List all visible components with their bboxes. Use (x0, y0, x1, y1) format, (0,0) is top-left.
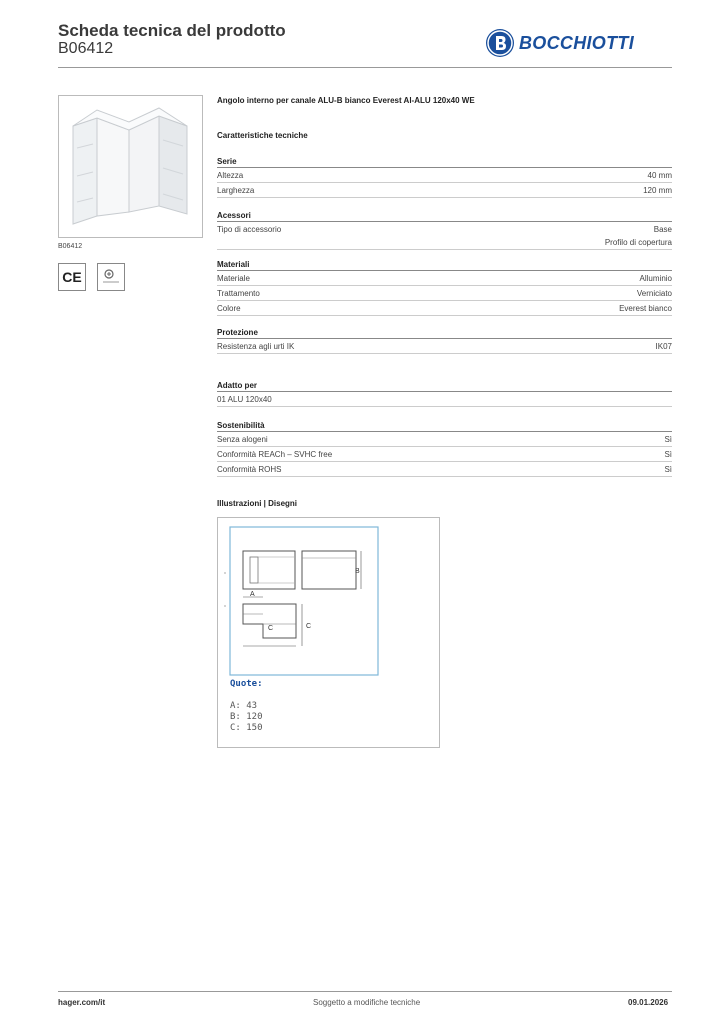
spec-value: Sì (664, 435, 672, 444)
spec-value: Sì (664, 450, 672, 459)
header-divider (58, 67, 672, 68)
spec-value: Verniciato (636, 289, 672, 298)
certification-seal-icon (97, 263, 125, 291)
spec-row (217, 301, 672, 316)
quote-b: B: 120 (230, 712, 263, 722)
dimension-c-label: C (268, 625, 274, 632)
product-image (58, 95, 203, 238)
section-heading: Sostenibilità (217, 419, 672, 432)
spec-value: Sì (664, 465, 672, 474)
dimension-c2-label: C (306, 623, 312, 630)
image-caption: B06412 (58, 243, 83, 250)
spec-section-sostenibilita (217, 419, 672, 477)
spec-label: 01 ALU 120x40 (217, 395, 272, 404)
spec-row (217, 222, 672, 250)
section-heading: Acessori (217, 209, 672, 222)
spec-row (217, 462, 672, 477)
quote-a: A: 43 (230, 701, 258, 711)
spec-section-materiali (217, 258, 672, 316)
logo-b-icon (486, 29, 514, 57)
footer-date: 09.01.2026 (628, 998, 669, 1007)
spec-value: IK07 (655, 342, 672, 351)
specs-title: Caratteristiche tecniche (217, 131, 308, 140)
spec-value: Everest bianco (619, 304, 672, 313)
spec-row (217, 286, 672, 301)
spec-section-accessori (217, 209, 672, 250)
spec-label: Larghezza (217, 186, 255, 195)
spec-label: Colore (217, 304, 241, 313)
spec-value: 40 mm (647, 171, 672, 180)
footer-website[interactable]: hager.com/it (58, 998, 106, 1007)
spec-row (217, 271, 672, 286)
spec-section-protezione (217, 326, 672, 354)
spec-value: Alluminio (639, 274, 672, 283)
spec-label: Conformità REACh – SVHC free (217, 450, 333, 459)
spec-label: Senza alogeni (217, 435, 268, 444)
spec-label: Altezza (217, 171, 244, 180)
spec-value: 120 mm (643, 186, 672, 195)
logo-text: BOCCHIOTTI (519, 32, 634, 53)
spec-row (217, 432, 672, 447)
quotes-title: Quote: (230, 679, 263, 689)
quote-c: C: 150 (230, 723, 263, 733)
section-heading: Protezione (217, 326, 672, 339)
brand-logo (486, 29, 634, 57)
dimension-a-label: A (250, 591, 255, 598)
dimension-b-label: B (355, 568, 360, 575)
spec-value: Base (653, 225, 672, 234)
footer-divider (58, 991, 672, 992)
spec-value-group (605, 223, 672, 249)
spec-section-serie (217, 155, 672, 198)
section-heading: Adatto per (217, 379, 672, 392)
spec-section-adatto-per (217, 379, 672, 407)
spec-label: Trattamento (217, 289, 260, 298)
ce-mark-icon: CE (58, 263, 86, 291)
product-code: B06412 (58, 40, 114, 57)
spec-row (217, 447, 672, 462)
product-name: Angolo interno per canale ALU-B bianco Everest Al-ALU 120x40 WE (217, 96, 475, 105)
section-heading: Serie (217, 155, 672, 168)
spec-label: Conformità ROHS (217, 465, 282, 474)
technical-drawing (217, 517, 440, 748)
spec-label: Resistenza agli urti IK (217, 342, 295, 351)
footer-notice: Soggetto a modifiche tecniche (313, 998, 421, 1007)
section-heading: Materiali (217, 258, 672, 271)
page-title: Scheda tecnica del prodotto (58, 21, 286, 40)
spec-row (217, 168, 672, 183)
spec-value: Profilo di copertura (604, 238, 672, 247)
illustrations-title: Illustrazioni | Disegni (217, 499, 298, 508)
spec-label: Materiale (217, 274, 250, 283)
spec-label: Tipo di accessorio (217, 225, 282, 234)
spec-row (217, 339, 672, 354)
spec-row (217, 183, 672, 198)
spec-row (217, 392, 672, 407)
